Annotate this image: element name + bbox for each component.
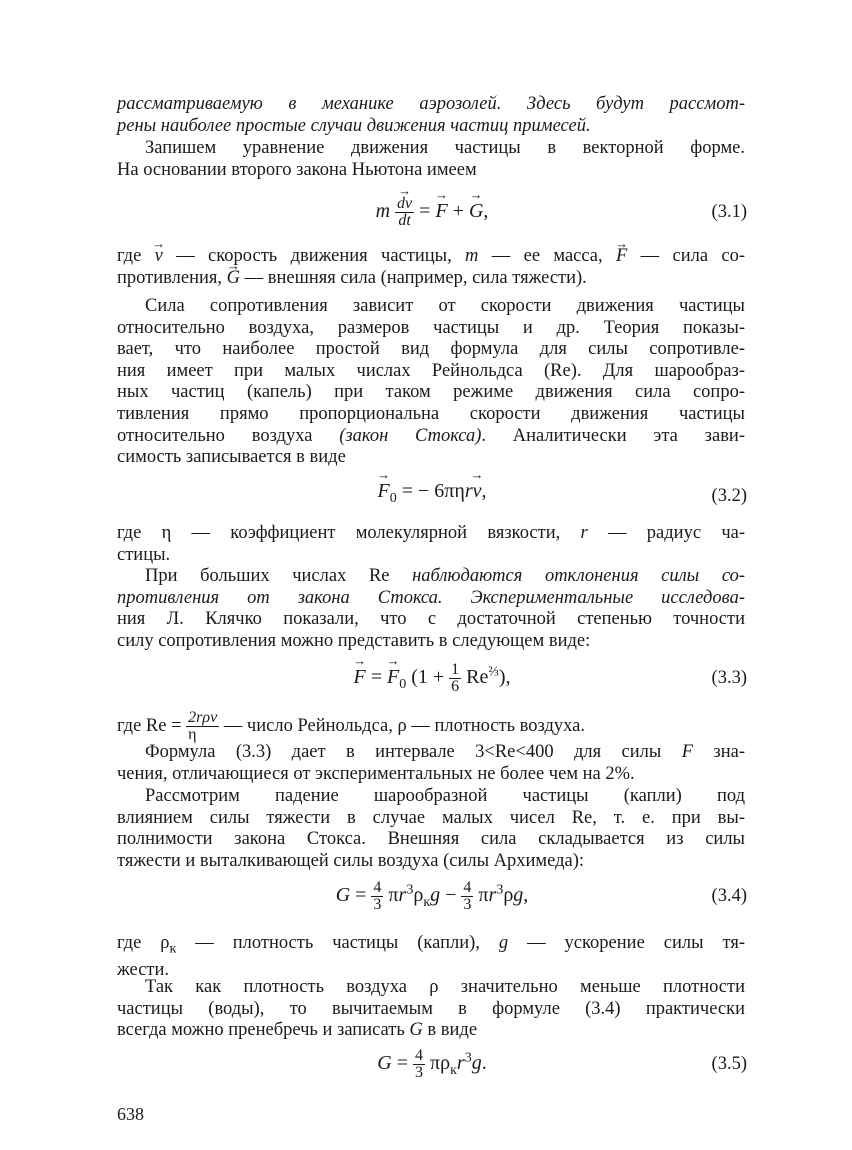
text-line: вает, что наиболее простой вид формула для силы сопротивле-: [117, 339, 745, 360]
equation-number: (3.2): [711, 486, 747, 506]
text-line: противления, → G — внешняя сила (например, сила тяжести).: [117, 268, 745, 290]
text-line: Запишем уравнение движения частицы в векторной форме.: [145, 138, 745, 158]
paragraph-simplify: [117, 977, 745, 1042]
equation-3-3: [117, 662, 747, 702]
equation-3-2: [117, 480, 747, 520]
text-line: ния имеет при малых числах Рейнольдса (Re). Для шарообраз-: [117, 360, 745, 381]
text-line: полнимости закона Стокса. Внешняя сила складывается из силы: [117, 829, 745, 850]
text-line: влиянием силы тяжести в случае малых чисел Re, т. е. при вы-: [117, 807, 745, 828]
paragraph-definitions: [117, 246, 745, 289]
text-line: рассматриваемую в механике аэрозолей. Здесь будут рассмот-: [117, 94, 745, 114]
equation-body: m → $\frac{dv}{dt}$ = → F + → G,: [117, 196, 747, 229]
paragraph-newton: [117, 138, 745, 181]
paragraph-viscosity: [117, 523, 745, 566]
text-line: частицы (воды), то вычитаемым в формуле (3.4) практически: [117, 998, 745, 1019]
equation-number: (3.5): [711, 1054, 747, 1074]
page-number: 638: [117, 1104, 144, 1124]
text-line: относительно воздуха, размеров частицы и др. Теория показы-: [117, 317, 745, 338]
equation-body: → F = → $F_0$ (1 + $\frac{1}{6}$ $Re^{\frac{2}{3}}$),: [117, 662, 747, 695]
equation-3-5: [117, 1048, 747, 1088]
text-line: где $\rho_к$ — плотность частицы (капли), g — ускорение силы тя-: [117, 933, 745, 957]
equation-3-1: [117, 196, 747, 236]
equation-number: (3.1): [711, 202, 747, 222]
text-line: относительно воздуха (закон Стокса). Аналитически эта зави-: [117, 425, 745, 446]
text-line: На основании второго закона Ньютона имеем: [117, 159, 477, 180]
paragraph-reynolds: [117, 710, 745, 743]
text-line: ных частиц (капель) при таком режиме движения сила сопро-: [117, 382, 745, 403]
text-line: симость записывается в виде: [117, 447, 346, 468]
text-line: всегда можно пренебречь и записать G в виде: [117, 1020, 478, 1041]
paragraph-formula-range: [117, 742, 745, 785]
text-line: жести.: [117, 960, 170, 981]
text-line: Сила сопротивления зависит от скорости движения частицы: [145, 296, 745, 316]
text-line: тяжести и выталкивающей силы воздуха (силы Архимеда):: [117, 850, 585, 871]
equation-body: G = $\frac{4}{3}$ $\pi\rho_кr^3g$.: [377, 1047, 487, 1081]
text-line: силу сопротивления можно представить в следующем виде:: [117, 630, 591, 651]
text-line: рены наиболее простые случаи движения частиц примесей.: [117, 115, 591, 136]
text-line: Рассмотрим падение шарообразной частицы (капли) под: [145, 786, 745, 806]
equation-3-4: [117, 880, 747, 920]
paragraph-intro-tail: [117, 94, 745, 137]
text-line: Формула (3.3) дает в интервале 3<Re<400 для силы F зна-: [145, 742, 745, 762]
text-line: При больших числах Re наблюдаются отклонения силы со-: [145, 566, 745, 586]
text-line: стицы.: [117, 544, 171, 565]
paragraph-density: [117, 933, 745, 982]
text-line: ния Л. Клячко показали, что с достаточной степенью точности: [117, 609, 745, 630]
text-line: противления от закона Стокса. Экспериментальные исследова-: [117, 587, 745, 608]
text-line: чения, отличающиеся от экспериментальных не более чем на 2%.: [117, 763, 635, 784]
text-line: где η — коэффициент молекулярной вязкости, r — радиус ча-: [117, 523, 745, 543]
text-line: тивления прямо пропорциональна скорости движения частицы: [117, 403, 745, 424]
equation-number: (3.3): [711, 668, 747, 688]
paragraph-falling: [117, 786, 745, 872]
equation-number: (3.4): [711, 886, 747, 906]
equation-body: → $F_0$ = − 6πηr→ v,: [117, 480, 747, 507]
paragraph-klyachko: [117, 566, 745, 652]
text-line: Так как плотность воздуха ρ значительно меньше плотности: [145, 977, 745, 997]
equation-body: G = $\frac{4}{3}$ $\pi r^3\rho_кg$ − $\frac{4}{3}$ $\pi r^3\rho g$,: [335, 879, 529, 913]
text-line: где → v — скорость движения частицы, m — ее масса, → F — сила со-: [117, 246, 745, 268]
paragraph-stokes: [117, 296, 745, 469]
text-line: где Re = $\frac{\text{2rρv}}{\eta}$ — число Рейнольдса, ρ — плотность воздуха.: [117, 709, 585, 743]
